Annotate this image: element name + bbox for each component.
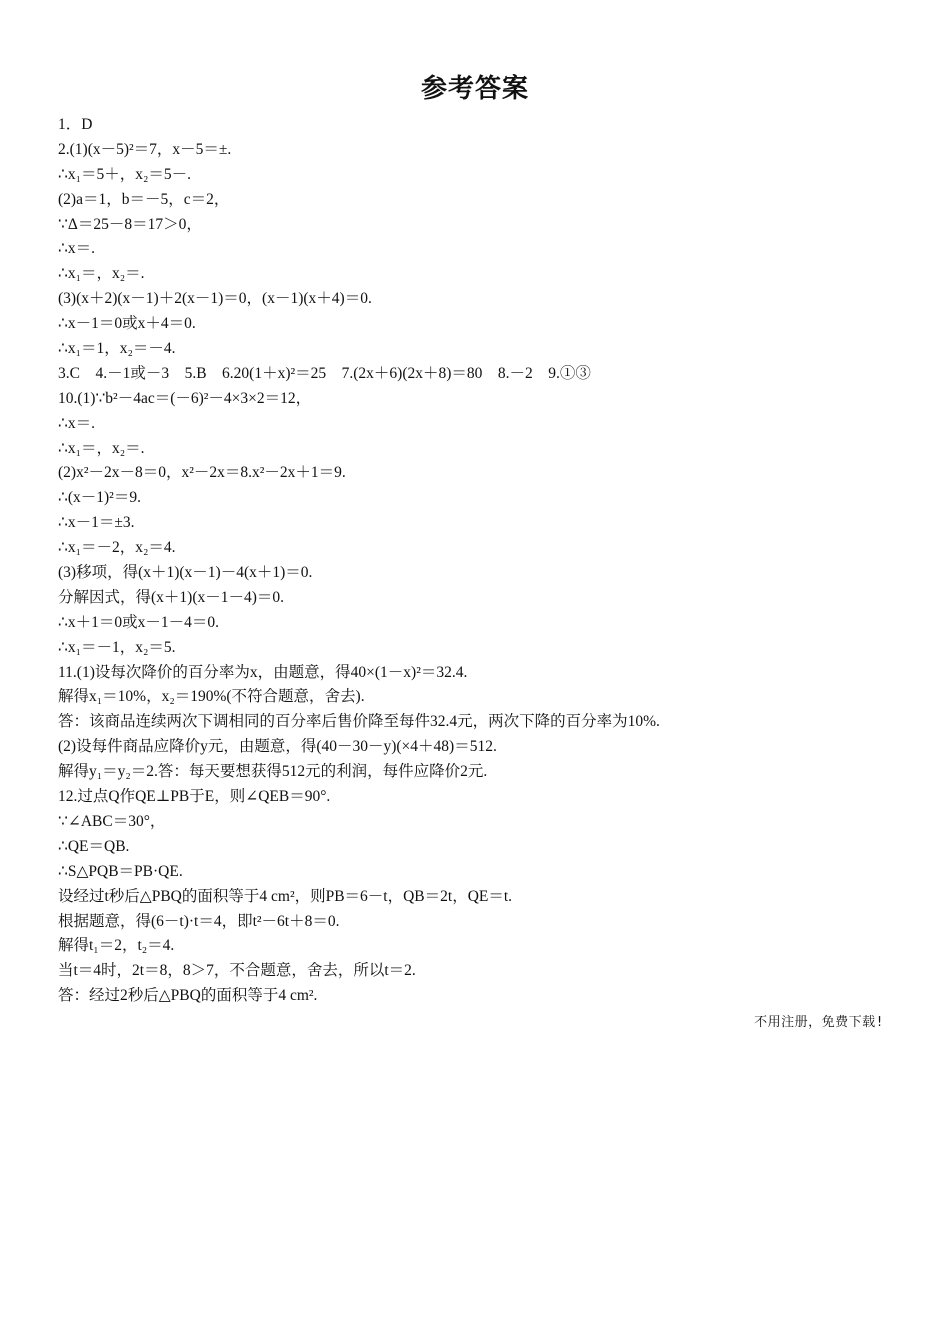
answer-line: ∵∠ABC＝30°， xyxy=(58,812,166,830)
answer-line: (2)a＝1，b＝－5，c＝2， xyxy=(58,190,230,208)
footer-note: 不用注册，免费下载! xyxy=(754,1015,884,1030)
answer-line: ∴x₁＝，x₂＝. xyxy=(58,439,145,457)
answer-line: ∴x＋1＝0或x－1－4＝0. xyxy=(58,613,219,631)
answer-line: ∴x＝. xyxy=(58,240,95,258)
answer-line: 根据题意，得(6－t)·t＝4，即t²－6t＋8＝0. xyxy=(58,912,340,930)
answer-line: 解得y₁＝y₂＝2.答：每天要想获得512元的利润，每件应降价2元. xyxy=(58,763,488,781)
answer-line: ∴x－1＝±3. xyxy=(58,514,135,532)
answer-line: 11.(1)设每次降价的百分率为x，由题意，得40×(1－x)²＝32.4. xyxy=(58,663,468,681)
answer-line: 解得x₁＝10%，x₂＝190%(不符合题意，舍去). xyxy=(58,688,365,706)
answer-line: 10.(1)∵b²－4ac＝(－6)²－4×3×2＝12， xyxy=(58,389,312,407)
answer-line: 12.过点Q作QE⊥PB于E，则∠QEB＝90°. xyxy=(58,788,331,806)
answer-line: ∴x₁＝－2，x₂＝4. xyxy=(58,539,176,557)
answer-line: (2)设每件商品应降价y元，由题意，得(40－30－y)(×4＋48)＝512. xyxy=(58,738,497,756)
answer-line: (2)x²－2x－8＝0，x²－2x＝8.x²－2x＋1＝9. xyxy=(58,464,346,482)
answer-line: ∴QE＝QB. xyxy=(58,837,130,855)
answer-line: ∴(x－1)²＝9. xyxy=(58,489,141,507)
answer-line: 分解因式，得(x＋1)(x－1－4)＝0. xyxy=(58,588,285,606)
answer-line: ∴x₁＝5＋，x₂＝5－. xyxy=(58,165,192,183)
answer-line: 解得t₁＝2，t₂＝4. xyxy=(58,937,175,955)
answer-line: 设经过t秒后△PBQ的面积等于4 cm²，则PB＝6－t，QB＝2t，QE＝t. xyxy=(58,887,513,905)
answer-line: ∴x－1＝0或x＋4＝0. xyxy=(58,315,196,333)
answer-line: (3)(x＋2)(x－1)＋2(x－1)＝0，(x－1)(x＋4)＝0. xyxy=(58,290,372,308)
answer-line: 3.C 4.－1或－3 5.B 6.20(1＋x)²＝25 7.(2x＋6)(2x＋8)＝80 8.－2 9.①③ xyxy=(58,364,591,382)
answer-line: 当t＝4时，2t＝8，8＞7，不合题意，舍去，所以t＝2. xyxy=(58,962,416,980)
answer-line: ∴x＝. xyxy=(58,414,95,432)
answer-line: 2.(1)(x－5)²＝7，x－5＝±. xyxy=(58,140,232,158)
answer-line: ∴S△PQB＝PB·QE. xyxy=(58,862,183,880)
answer-line: 答：经过2秒后△PBQ的面积等于4 cm². xyxy=(58,987,318,1005)
answer-line: ∴x₁＝1，x₂＝－4. xyxy=(58,340,176,358)
answer-line: (3)移项，得(x＋1)(x－1)－4(x＋1)＝0. xyxy=(58,564,313,582)
answer-line: 答：该商品连续两次下调相同的百分率后售价降至每件32.4元，两次下降的百分率为10%. xyxy=(58,713,660,731)
answer-lines xyxy=(58,113,898,1009)
answer-line: ∴x₁＝，x₂＝. xyxy=(58,265,145,283)
page-title: 参考答案 xyxy=(420,74,529,104)
answer-line: 1．D xyxy=(58,116,93,133)
answer-line: ∵Δ＝25－8＝17＞0， xyxy=(58,215,202,233)
answer-line: ∴x₁＝－1，x₂＝5. xyxy=(58,638,176,656)
